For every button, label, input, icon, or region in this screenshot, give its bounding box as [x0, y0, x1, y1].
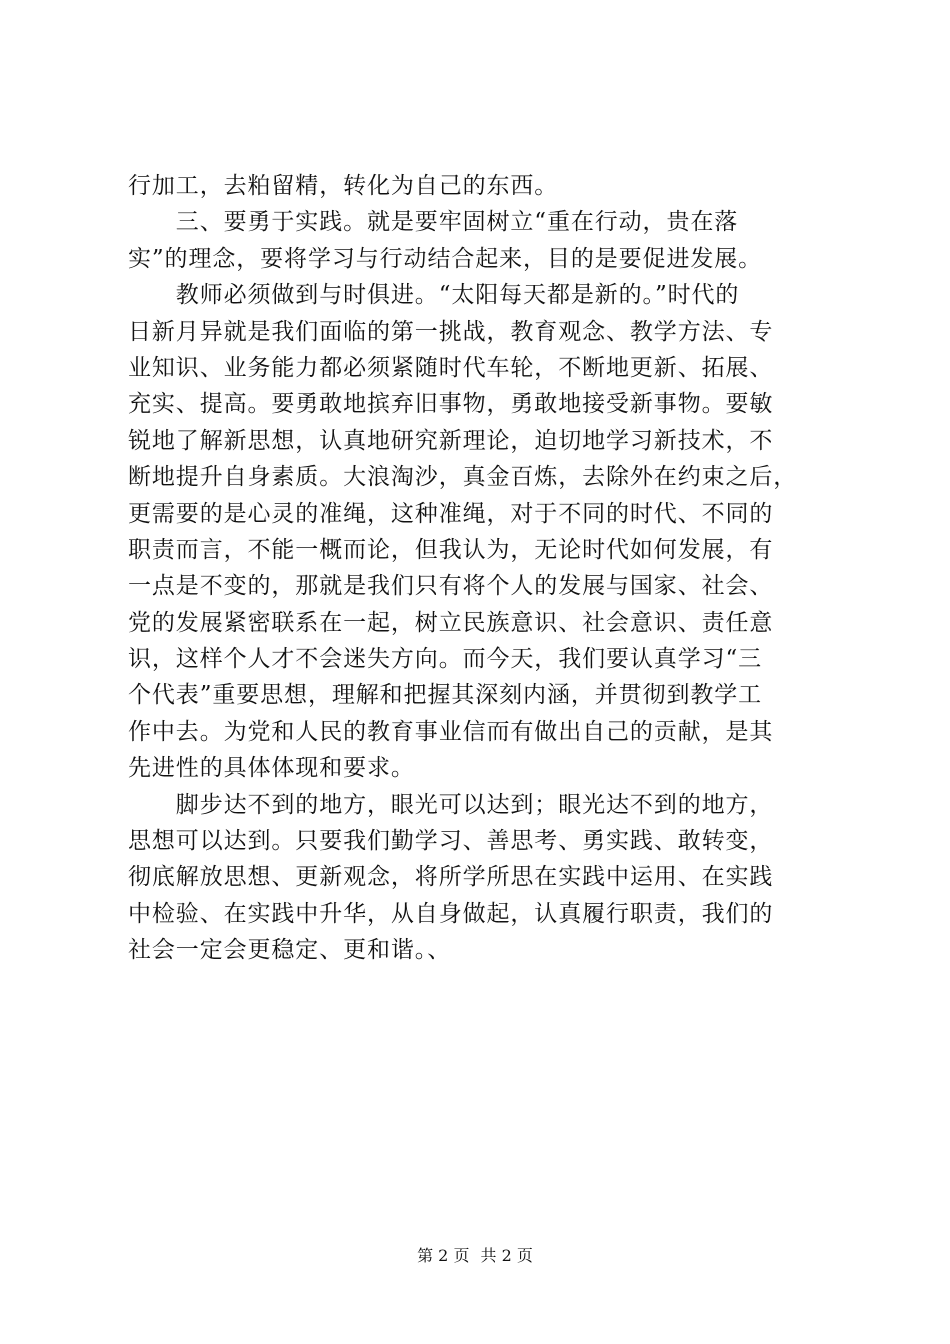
text-line: 党的发展紧密联系在一起，树立民族意识、社会意识、责任意: [128, 609, 774, 636]
text-line: 行加工，去粕留精，转化为自己的东西。: [128, 173, 559, 199]
text-line: 日新月异就是我们面临的第一挑战，教育观念、教学方法、专: [128, 318, 774, 345]
text-line: 职责而言，不能一概而论，但我认为，无论时代如何发展，有: [128, 536, 774, 563]
text-line: 三、要勇于实践。就是要牢固树立“重在行动，贵在落: [128, 209, 739, 236]
text-line: 中检验、在实践中升华，从自身做起，认真履行职责，我们的: [128, 900, 774, 927]
text-line: 个代表”重要思想，理解和把握其深刻内涵，并贯彻到教学工: [128, 682, 763, 709]
page-number: 第 2 页: [417, 1246, 470, 1265]
text-line: 断地提升自身素质。大浪淘沙，真金百炼，去除外在约束之后，: [128, 464, 798, 491]
text-line: 锐地了解新思想，认真地研究新理论，迫切地学习新技术，不: [128, 427, 774, 454]
text-line: 作中去。为党和人民的教育事业信而有做出自己的贡献，是其: [128, 718, 774, 745]
text-line: 思想可以达到。只要我们勤学习、善思考、勇实践、敢转变，: [128, 828, 774, 855]
text-line: 教师必须做到与时俱进。“太阳每天都是新的。”时代的: [128, 282, 740, 309]
text-line: 一点是不变的，那就是我们只有将个人的发展与国家、社会、: [128, 573, 774, 600]
text-line: 充实、提高。要勇敢地摈弃旧事物，勇敢地接受新事物。要敏: [128, 391, 774, 418]
text-line: 更需要的是心灵的准绳，这种准绳，对于不同的时代、不同的: [128, 500, 774, 527]
page-total: 共 2 页: [480, 1246, 533, 1265]
text-line: 实”的理念，要将学习与行动结合起来，目的是要促进发展。: [128, 245, 763, 272]
document-body: [128, 168, 844, 969]
text-line: 识，这样个人才不会迷失方向。而今天，我们要认真学习“三: [128, 646, 763, 673]
text-line: 先进性的具体体现和要求。: [128, 755, 415, 782]
text-line: 彻底解放思想、更新观念，将所学所思在实践中运用、在实践: [128, 864, 774, 891]
page-footer: [0, 1243, 950, 1266]
text-line: 业知识、业务能力都必须紧随时代车轮，不断地更新、拓展、: [128, 354, 774, 381]
text-line: 脚步达不到的地方，眼光可以达到；眼光达不到的地方，: [128, 791, 774, 818]
text-line: 社会一定会更稳定、更和谐。、: [128, 937, 452, 964]
